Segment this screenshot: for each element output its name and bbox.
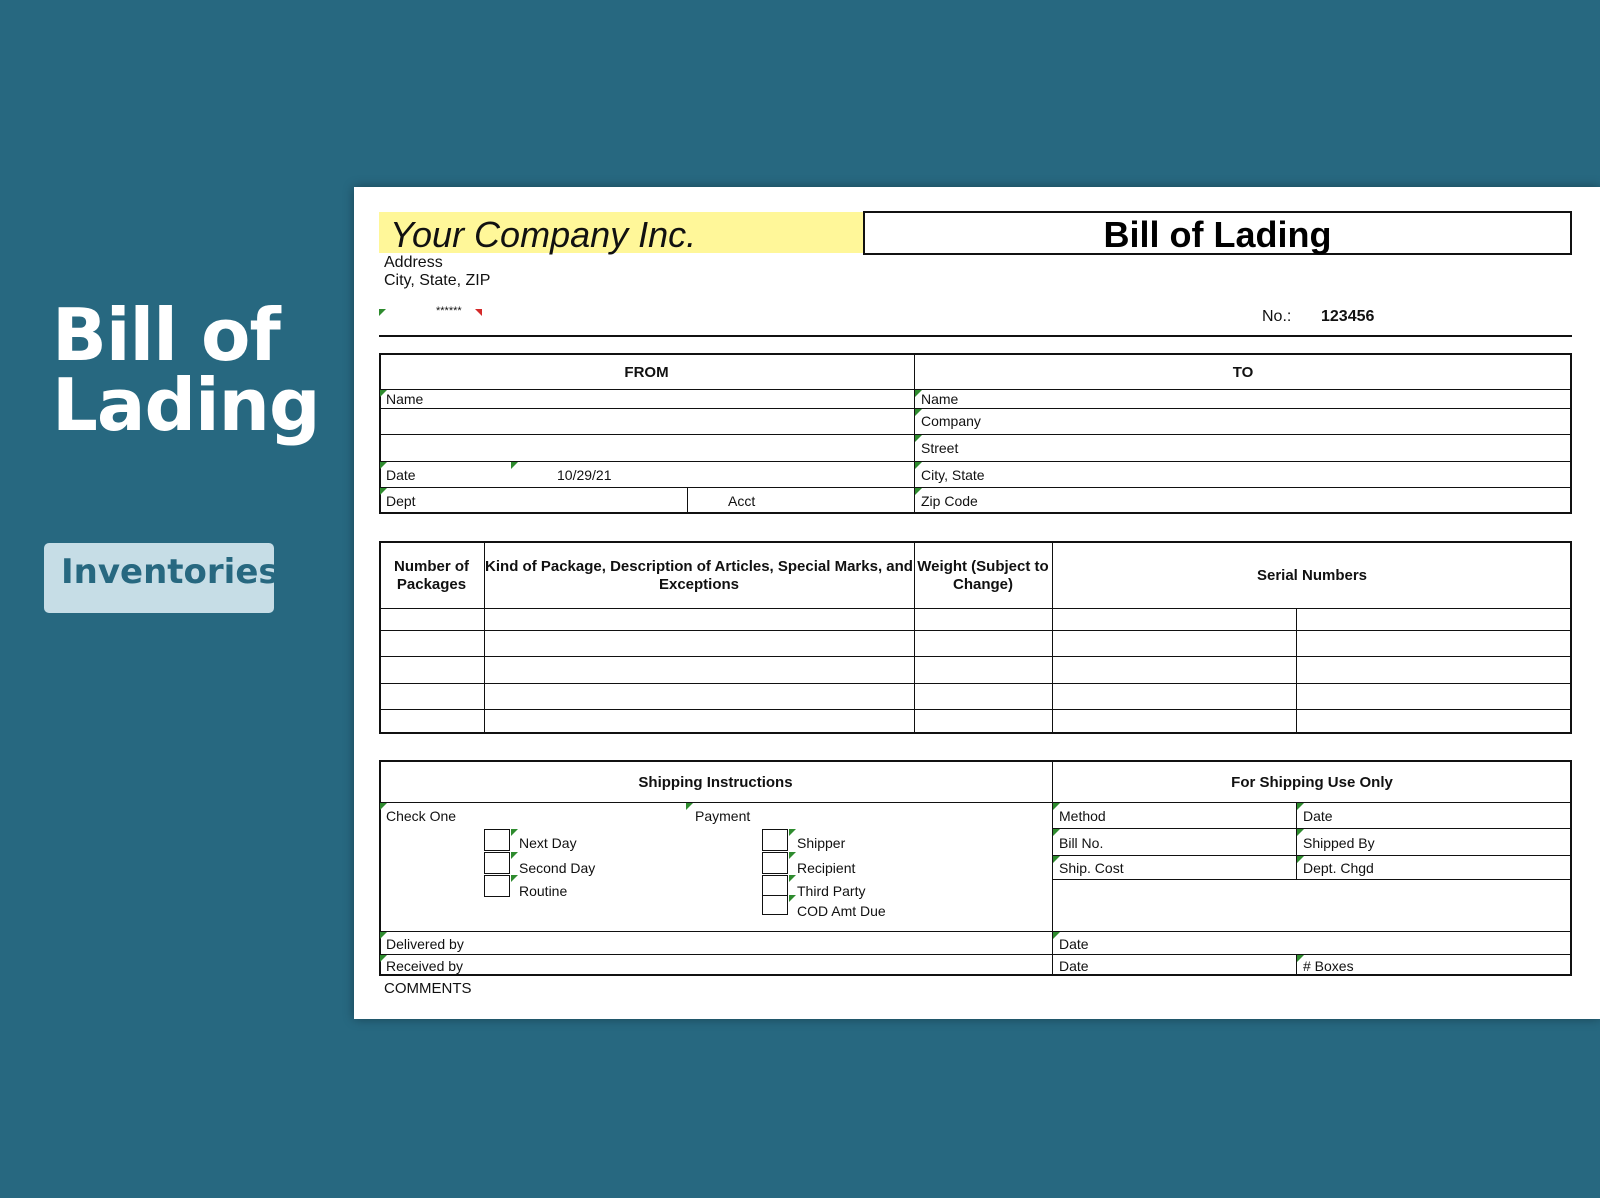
- from-date-value[interactable]: 10/29/21: [557, 467, 612, 483]
- cod-label: COD Amt Due: [797, 903, 886, 919]
- third-party-label: Third Party: [797, 883, 866, 899]
- delivered-date-label[interactable]: Date: [1059, 936, 1089, 952]
- routine-checkbox[interactable]: [484, 875, 510, 897]
- company-city-state-zip[interactable]: City, State, ZIP: [384, 272, 491, 289]
- row-line: [379, 630, 1572, 631]
- recipient-checkbox[interactable]: [762, 852, 788, 874]
- cell-comment-marker: [511, 462, 518, 469]
- cell-comment-marker: [686, 803, 693, 810]
- company-name-cell[interactable]: [379, 212, 863, 253]
- cell-comment-marker: [511, 875, 518, 882]
- row-line: [379, 802, 1572, 803]
- cell-comment-marker: [511, 852, 518, 859]
- from-header: FROM: [624, 364, 669, 381]
- bill-of-lading-document: [354, 187, 1600, 1019]
- col-divider: [1296, 802, 1297, 879]
- shipped-by-label[interactable]: Shipped By: [1303, 835, 1375, 851]
- row-line: [379, 408, 1572, 409]
- received-date-label[interactable]: Date: [1059, 958, 1089, 974]
- comments-label[interactable]: COMMENTS: [384, 980, 472, 997]
- dept-chgd-label[interactable]: Dept. Chgd: [1303, 860, 1374, 876]
- delivered-by-label[interactable]: Delivered by: [386, 936, 464, 952]
- to-header: TO: [1232, 364, 1254, 381]
- masked-value[interactable]: ******: [436, 305, 462, 317]
- cell-comment-marker: [789, 852, 796, 859]
- to-name-label[interactable]: Name: [921, 391, 959, 407]
- to-company-label[interactable]: Company: [921, 413, 981, 429]
- row-line: [379, 434, 1572, 435]
- method-label[interactable]: Method: [1059, 808, 1106, 824]
- from-name-label[interactable]: Name: [386, 391, 424, 407]
- side-title-line1: Bill of: [52, 293, 280, 377]
- cell-comment-marker: [379, 309, 386, 316]
- company-name: Your Company Inc.: [390, 214, 697, 255]
- row-line: [1052, 828, 1572, 829]
- second-day-label: Second Day: [519, 860, 596, 876]
- from-acct-label[interactable]: Acct: [728, 493, 756, 509]
- company-address[interactable]: Address: [384, 254, 443, 271]
- from-date-label[interactable]: Date: [386, 467, 416, 483]
- cell-comment-marker: [789, 829, 796, 836]
- cell-comment-marker: [789, 875, 796, 882]
- cod-checkbox[interactable]: [762, 895, 788, 915]
- shipping-use-only-header: For Shipping Use Only: [1231, 774, 1393, 791]
- use-date-label[interactable]: Date: [1303, 808, 1333, 824]
- col-description-header: Kind of Package, Description of Articles, Special Marks, and Exceptions: [485, 558, 913, 593]
- routine-label: Routine: [519, 883, 568, 899]
- shipper-label: Shipper: [797, 835, 846, 851]
- shipper-checkbox[interactable]: [762, 829, 788, 851]
- col-serial-header: Serial Numbers: [1256, 567, 1368, 584]
- row-line: [379, 683, 1572, 684]
- from-dept-label[interactable]: Dept: [386, 493, 416, 509]
- document-title-box: [863, 211, 1572, 255]
- col-weight-header: Weight (Subject to Change): [917, 558, 1049, 593]
- row-line: [379, 389, 1572, 390]
- to-zip-label[interactable]: Zip Code: [921, 493, 978, 509]
- to-street-label[interactable]: Street: [921, 440, 959, 456]
- bill-no-label[interactable]: Bill No.: [1059, 835, 1104, 851]
- side-title-line2: Lading: [52, 363, 320, 447]
- row-line: [379, 608, 1572, 609]
- number-value[interactable]: 123456: [1321, 308, 1375, 325]
- row-line: [379, 487, 1572, 488]
- col-divider: [1052, 760, 1053, 976]
- shipping-instructions-header: Shipping Instructions: [638, 774, 793, 791]
- boxes-label[interactable]: # Boxes: [1303, 958, 1354, 974]
- document-title: Bill of Lading: [1103, 214, 1332, 255]
- recipient-label: Recipient: [797, 860, 856, 876]
- third-party-checkbox[interactable]: [762, 875, 788, 897]
- row-line: [379, 709, 1572, 710]
- next-day-checkbox[interactable]: [484, 829, 510, 851]
- header-rule: [379, 335, 1572, 337]
- number-label: No.:: [1262, 308, 1292, 325]
- cell-note-marker: [475, 309, 482, 316]
- side-title: [52, 293, 320, 447]
- ship-cost-label[interactable]: Ship. Cost: [1059, 860, 1124, 876]
- row-line: [379, 656, 1572, 657]
- row-line: [379, 461, 1572, 462]
- row-line: [1052, 879, 1572, 880]
- col-packages-header: Number of Packages: [394, 558, 469, 593]
- dept-acct-divider: [687, 487, 688, 514]
- row-line: [379, 931, 1572, 932]
- payment-label: Payment: [695, 808, 751, 824]
- next-day-label: Next Day: [519, 835, 577, 851]
- row-line: [379, 954, 1572, 955]
- col-divider: [1296, 608, 1297, 734]
- to-city-state-label[interactable]: City, State: [921, 467, 985, 483]
- category-badge[interactable]: Inventories: [44, 543, 274, 613]
- check-one-label: Check One: [386, 808, 457, 824]
- cell-comment-marker: [511, 829, 518, 836]
- row-line: [1052, 855, 1572, 856]
- cell-comment-marker: [789, 895, 796, 902]
- second-day-checkbox[interactable]: [484, 852, 510, 874]
- received-by-label[interactable]: Received by: [386, 958, 464, 974]
